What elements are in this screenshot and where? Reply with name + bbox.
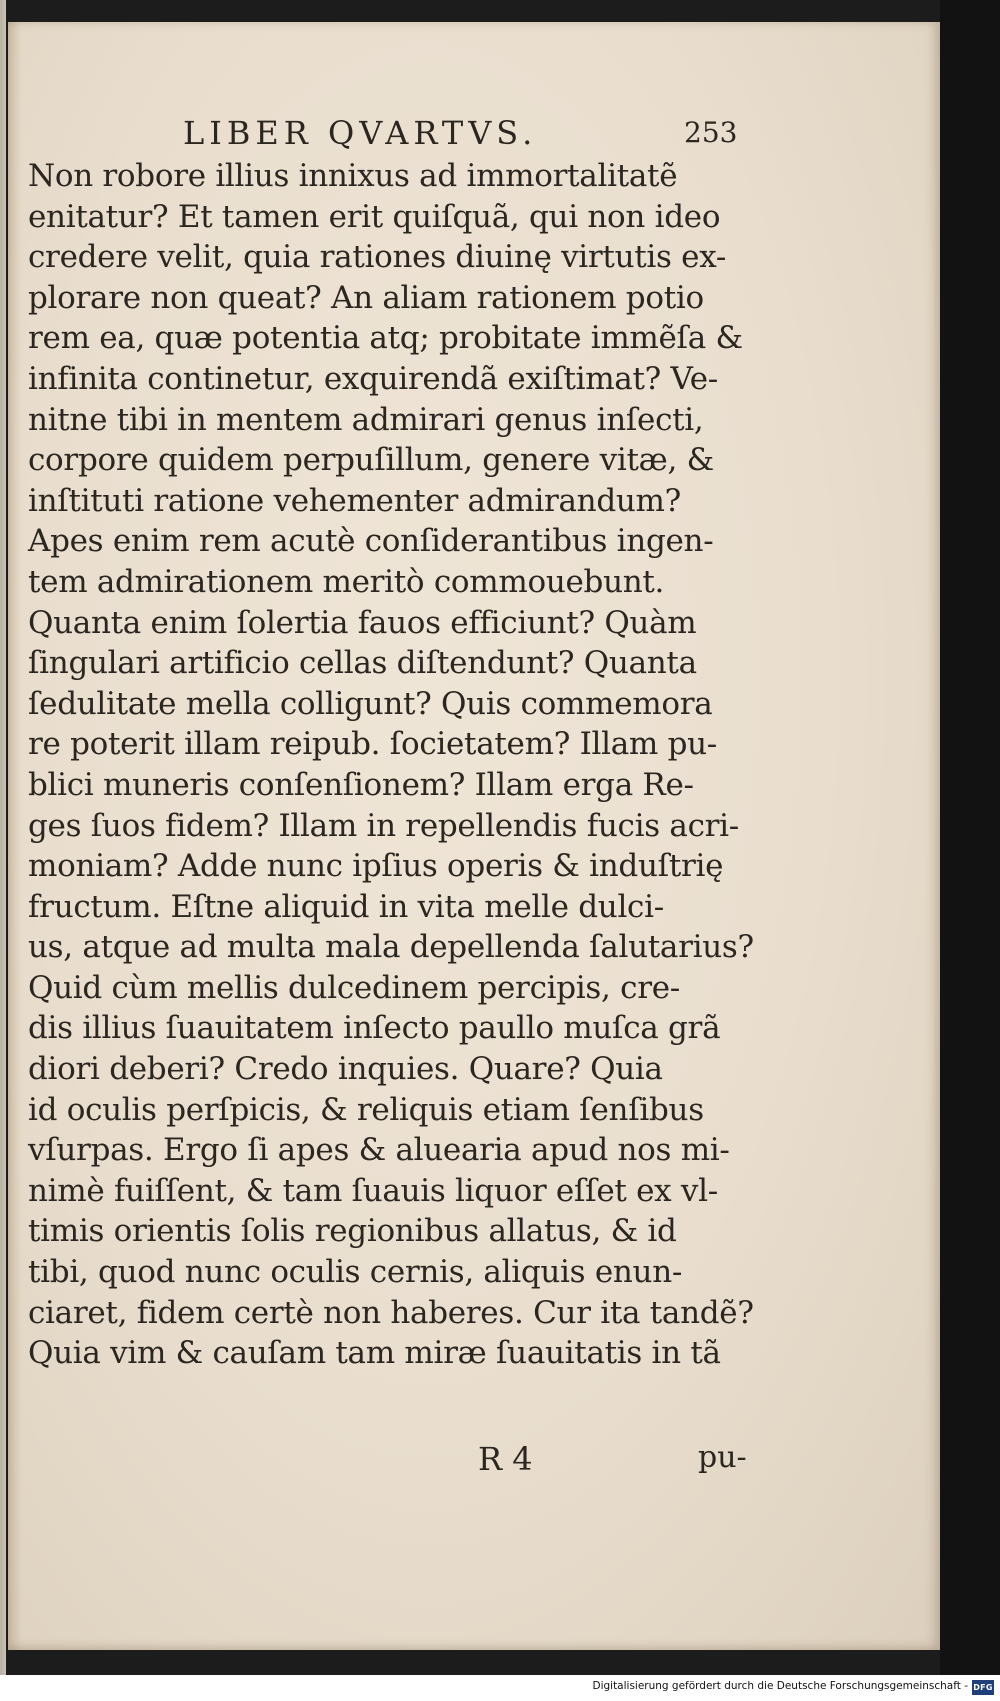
text-line: timis orientis ſolis regionibus allatus, & id — [28, 1213, 677, 1250]
text-line: re poterit illam reipub. ſocietatem? Illam pu- — [28, 726, 717, 763]
text-line: Quia vim & cauſam tam miræ ſuauitatis in tã — [28, 1335, 721, 1372]
text-line: Non robore illius innixus ad immortalitatẽ — [28, 158, 678, 194]
text-line: enitatur? Et tamen erit quiſquã, qui non ideo — [28, 198, 721, 235]
text-line: Quid cùm mellis dulcedinem percipis, cre- — [28, 969, 680, 1006]
digitization-footer — [0, 1675, 1000, 1701]
text-line: tibi, quod nunc oculis cernis, aliquis enun- — [28, 1254, 683, 1291]
text-line: diori deberi? Credo inquies. Quare? Quia — [28, 1051, 663, 1088]
text-line: dis illius ſuauitatem inſecto paullo muſca grã — [28, 1010, 721, 1047]
text-line: nitne tibi in mentem admirari genus inſecti, — [28, 401, 704, 438]
text-line: us, atque ad multa mala depellenda ſalutarius? — [28, 929, 754, 966]
gutter-shadow — [8, 22, 22, 1650]
scan-background-edge — [940, 0, 1000, 1675]
text-line: plorare non queat? An aliam rationem potio — [28, 279, 704, 316]
text-line: credere velit, quia rationes diuinę virtutis ex- — [28, 239, 727, 276]
text-line: id oculis perſpicis, & reliquis etiam ſenſibus — [28, 1091, 704, 1128]
dfg-logo: DFG — [972, 1680, 994, 1695]
text-line: ciaret, fidem certè non haberes. Cur ita tandẽ? — [28, 1294, 754, 1331]
text-line: vſurpas. Ergo ſi apes & aluearia apud nos mi- — [28, 1132, 730, 1169]
catchword: pu- — [698, 1440, 747, 1475]
text-line: Quanta enim ſolertia fauos efficiunt? Quàm — [28, 604, 697, 641]
text-line: corpore quidem perpuſillum, genere vitæ, & — [28, 442, 714, 479]
page-number: 253 — [684, 116, 738, 149]
text-line: moniam? Adde nunc ipſius operis & induſtrię — [28, 848, 724, 885]
text-line: ſedulitate mella colligunt? Quis commemora — [28, 685, 713, 722]
signature-mark: R 4 — [478, 1440, 533, 1478]
text-line: ſingulari artificio cellas diſtendunt? Quanta — [28, 645, 697, 682]
footer-credit-text: Digitalisierung gefördert durch die Deutsche Forschungsgemeinschaft - — [592, 1680, 968, 1692]
text-line: nimè fuiſſent, & tam ſuauis liquor eſſet ex vl- — [28, 1172, 718, 1209]
book-page — [8, 22, 940, 1650]
text-line: rem ea, quæ potentia atq; probitate immẽſa & — [28, 320, 743, 357]
text-line: Apes enim rem acutè conſiderantibus ingen- — [28, 523, 714, 560]
text-line: ges ſuos fidem? Illam in repellendis fucis acri- — [28, 807, 739, 844]
text-line: infinita continetur, exquirendã exiſtimat? Ve- — [28, 360, 718, 397]
body-text — [28, 156, 758, 1374]
text-line: tem admirationem meritò commouebunt. — [28, 563, 665, 600]
running-head: LIBER QVARTVS. — [183, 114, 538, 152]
text-line: fructum. Eſtne aliquid in vita melle dulci- — [28, 888, 664, 925]
text-line: blici muneris conſenſionem? Illam erga Re- — [28, 766, 694, 803]
text-line: inſtituti ratione vehementer admirandum? — [28, 482, 681, 519]
